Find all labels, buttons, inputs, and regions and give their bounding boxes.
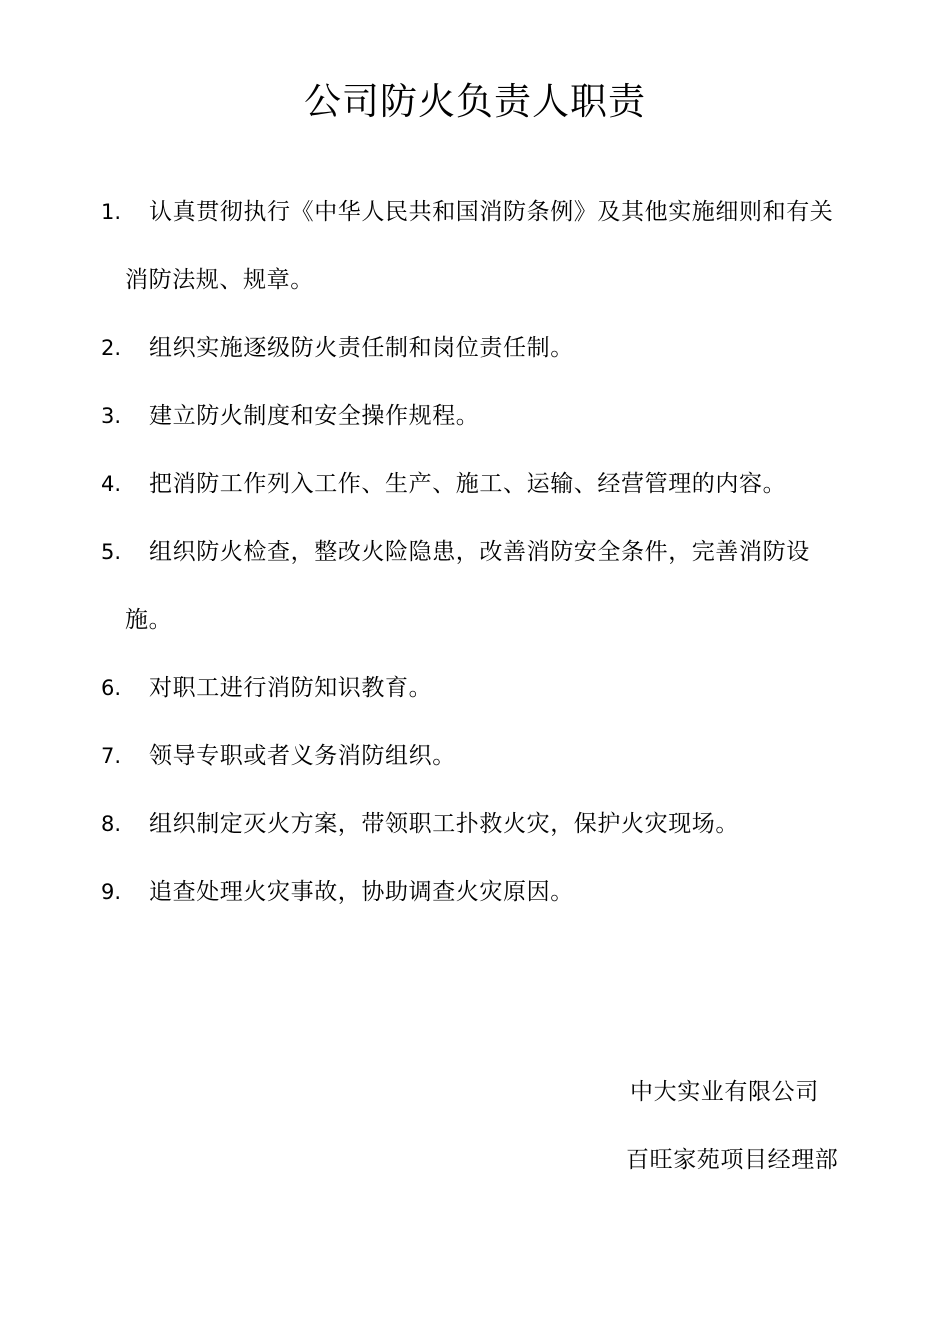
item-number: 9. [101, 880, 122, 904]
item-text: 组织实施逐级防火责任制和岗位责任制。 [149, 335, 574, 361]
item-number: 2. [101, 336, 122, 360]
list-item-1 [0, 178, 950, 314]
item-text: 组织制定灭火方案，带领职工扑救火灾，保护火灾现场。 [149, 811, 739, 837]
list-item-3 [0, 382, 950, 450]
item-text: 建立防火制度和安全操作规程。 [149, 403, 480, 429]
list-item-4 [0, 450, 950, 518]
list-item-5 [0, 518, 950, 654]
item-number: 1. [101, 200, 122, 224]
list-item-6 [0, 654, 950, 722]
item-number: 5. [101, 540, 122, 564]
list-item-8 [0, 790, 950, 858]
item-text: 组织防火检查，整改火险隐患，改善消防安全条件，完善消防设施。 [125, 539, 810, 633]
item-text: 认真贯彻执行《中华人民共和国消防条例》及其他实施细则和有关消防法规、规章。 [125, 199, 834, 293]
signature-company: 中大实业有限公司 [630, 1079, 819, 1105]
item-number: 8. [101, 812, 122, 836]
item-number: 6. [101, 676, 122, 700]
list-item-9 [0, 858, 950, 926]
item-number: 3. [101, 404, 122, 428]
list-item-2 [0, 314, 950, 382]
signature-department: 百旺家苑项目经理部 [626, 1147, 839, 1173]
item-text: 对职工进行消防知识教育。 [149, 675, 433, 701]
item-number: 4. [101, 472, 122, 496]
item-text: 把消防工作列入工作、生产、施工、运输、经营管理的内容。 [149, 471, 787, 497]
duty-list [0, 178, 950, 926]
list-item-7 [0, 722, 950, 790]
page-title: 公司防火负责人职责 [304, 80, 646, 123]
item-text: 领导专职或者义务消防组织。 [149, 743, 456, 769]
item-text: 追查处理火灾事故，协助调查火灾原因。 [149, 879, 574, 905]
item-number: 7. [101, 744, 122, 768]
